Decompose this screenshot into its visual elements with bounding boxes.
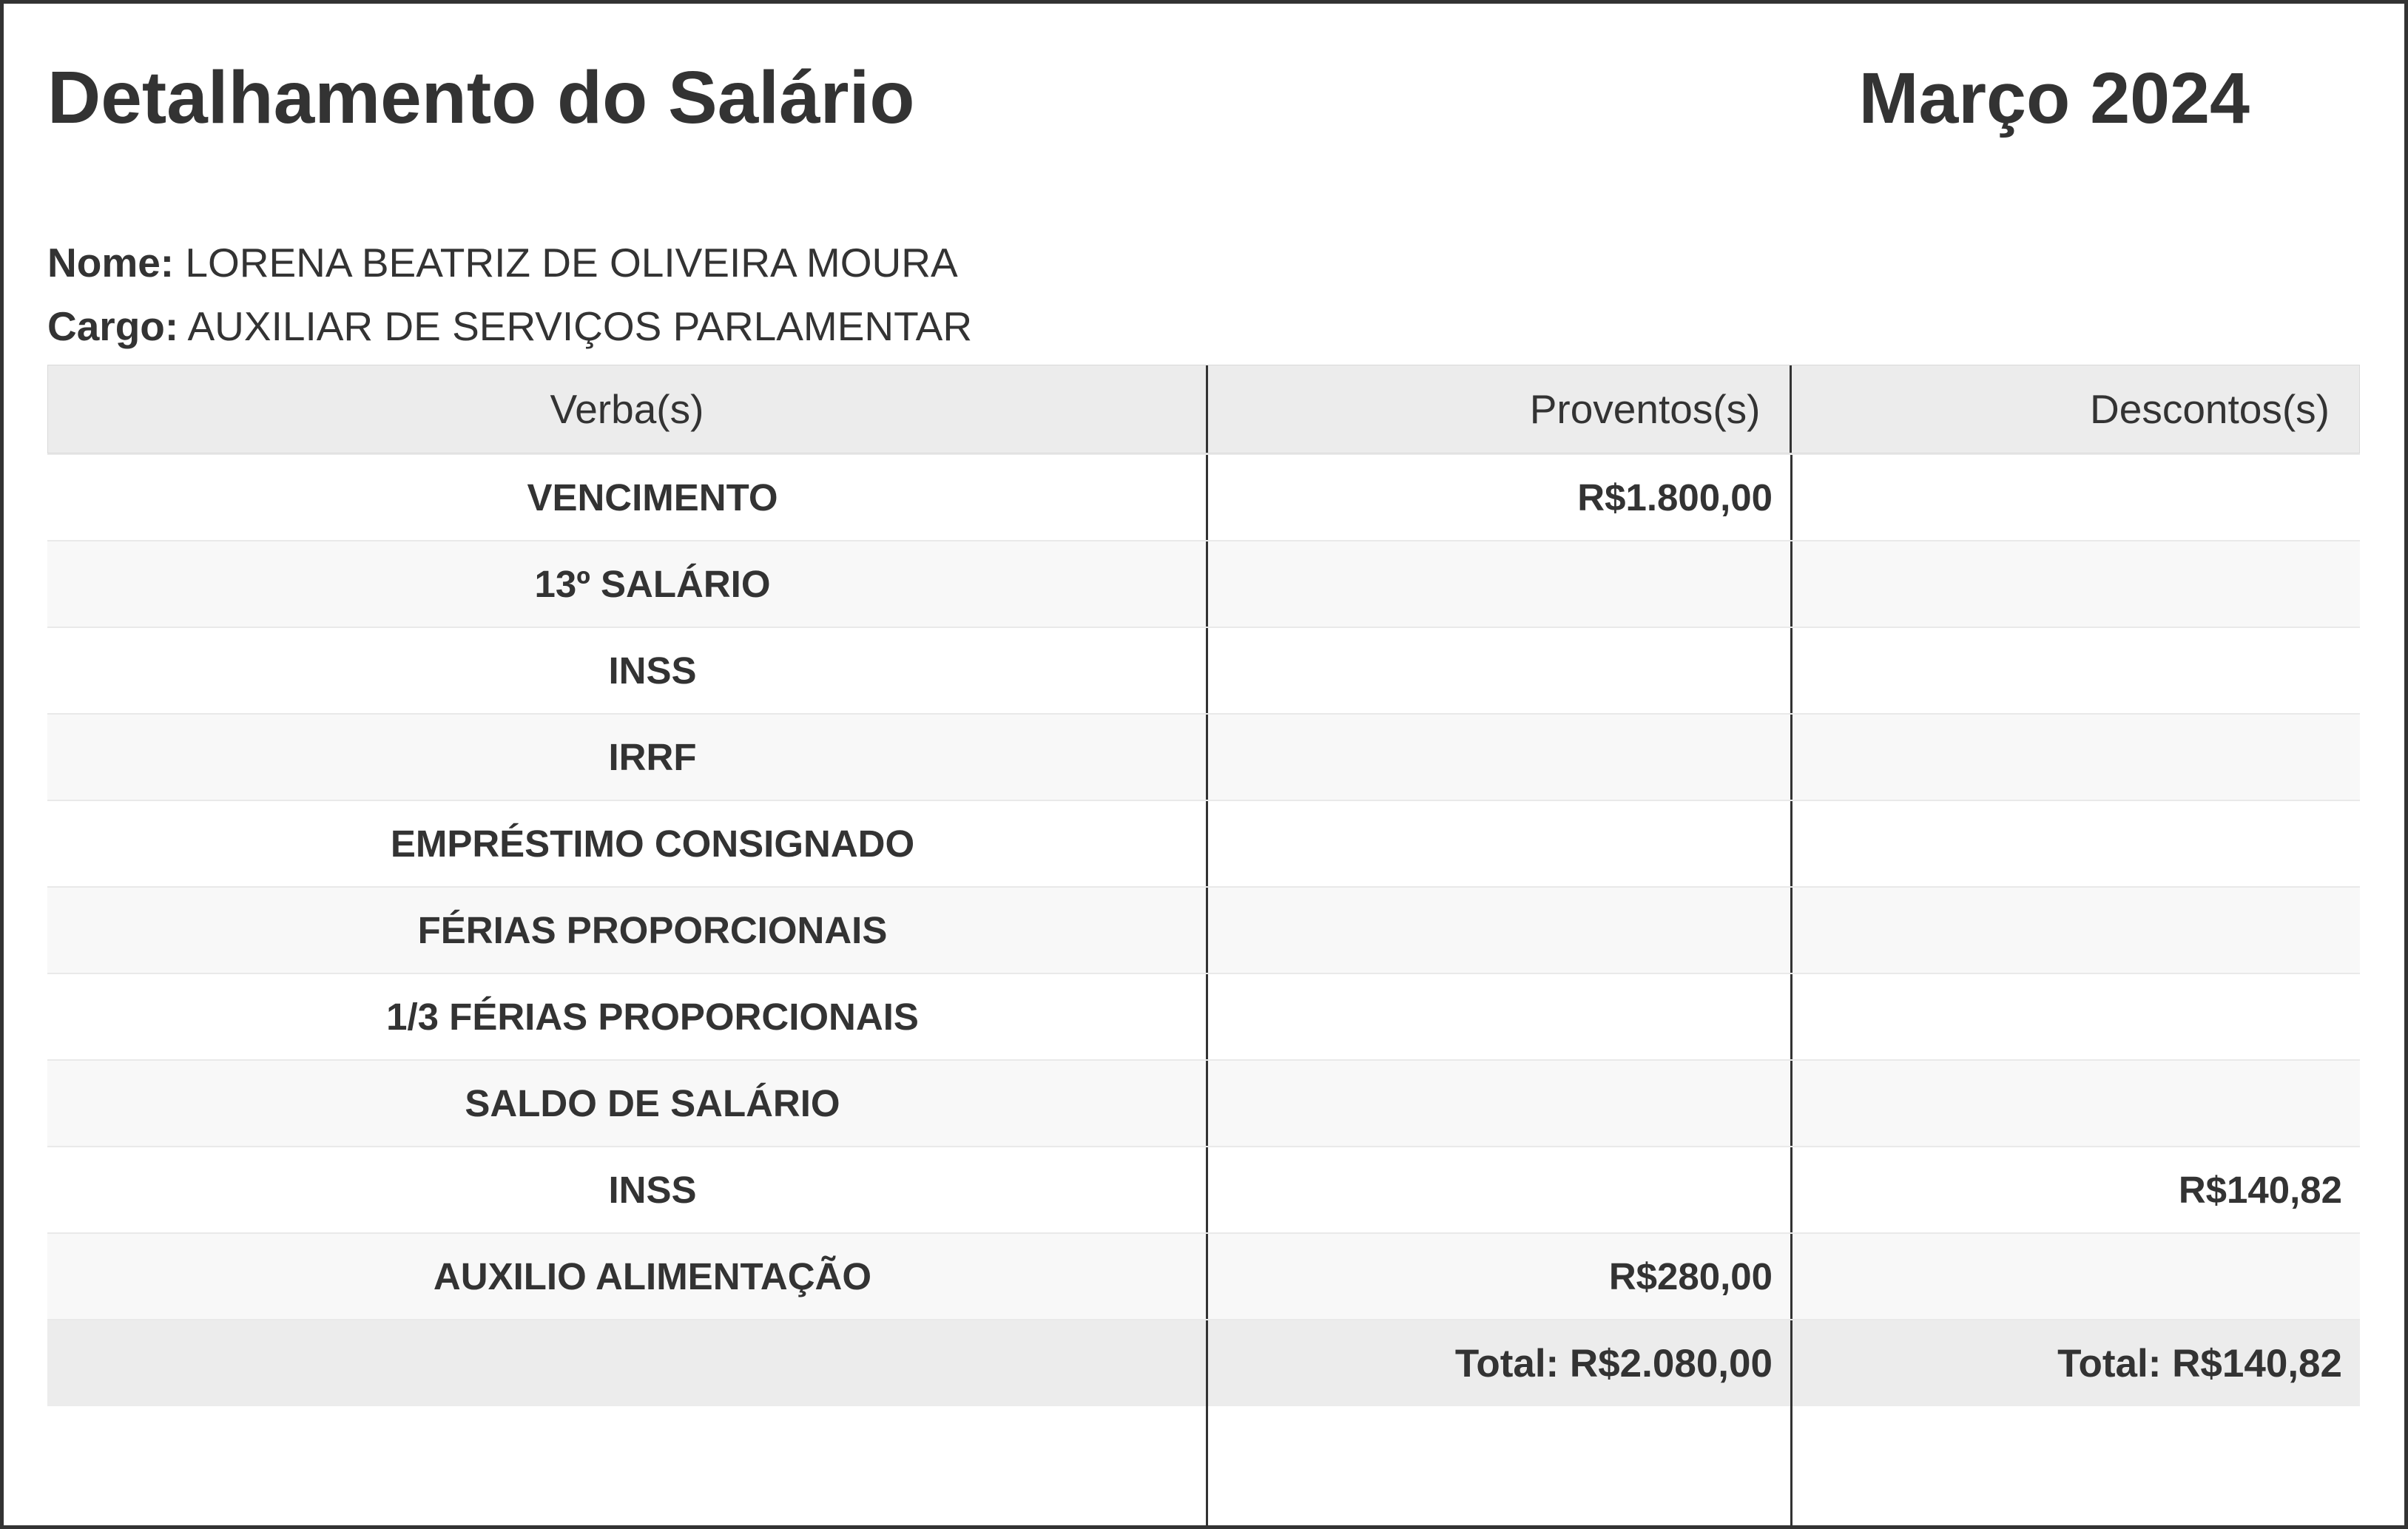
proventos-cell bbox=[1206, 1147, 1790, 1232]
descontos-cell bbox=[1790, 455, 2360, 540]
total-proventos: Total: R$2.080,00 bbox=[1206, 1320, 1790, 1406]
salary-table bbox=[47, 365, 2360, 1525]
descontos-cell: R$140,82 bbox=[1790, 1147, 2360, 1232]
total-descontos: Total: R$140,82 bbox=[1790, 1320, 2360, 1406]
verba-cell: FÉRIAS PROPORCIONAIS bbox=[417, 909, 888, 951]
descontos-cell bbox=[1790, 888, 2360, 973]
table-row bbox=[47, 973, 2360, 1059]
column-header-descontos: Descontos(s) bbox=[1790, 365, 2359, 453]
employee-role-line bbox=[47, 294, 2361, 358]
name-label: Nome: bbox=[47, 240, 175, 286]
verba-cell: VENCIMENTO bbox=[527, 476, 778, 519]
table-footer-spacer bbox=[47, 1406, 2360, 1525]
table-row bbox=[47, 713, 2360, 800]
period-label: Março 2024 bbox=[1858, 58, 2250, 138]
table-row bbox=[47, 800, 2360, 886]
table-row bbox=[47, 540, 2360, 627]
proventos-cell bbox=[1206, 628, 1790, 713]
role-label: Cargo: bbox=[47, 303, 179, 349]
descontos-cell bbox=[1790, 541, 2360, 627]
page-header bbox=[47, 55, 2361, 141]
descontos-cell bbox=[1790, 801, 2360, 886]
table-row bbox=[47, 627, 2360, 713]
descontos-cell bbox=[1790, 974, 2360, 1059]
page-title: Detalhamento do Salário bbox=[47, 56, 915, 139]
employee-info bbox=[47, 231, 2361, 358]
proventos-cell: R$280,00 bbox=[1206, 1234, 1790, 1319]
verba-cell: SALDO DE SALÁRIO bbox=[465, 1082, 840, 1124]
proventos-cell: R$1.800,00 bbox=[1206, 455, 1790, 540]
proventos-cell bbox=[1206, 888, 1790, 973]
descontos-cell bbox=[1790, 1061, 2360, 1146]
descontos-cell bbox=[1790, 1234, 2360, 1319]
totals-verba-cell bbox=[47, 1320, 1206, 1406]
proventos-cell bbox=[1206, 715, 1790, 800]
proventos-cell bbox=[1206, 974, 1790, 1059]
verba-cell: INSS bbox=[608, 649, 697, 692]
table-row bbox=[47, 1059, 2360, 1146]
table-row bbox=[47, 1146, 2360, 1232]
verba-cell: AUXILIO ALIMENTAÇÃO bbox=[433, 1255, 872, 1297]
proventos-cell bbox=[1206, 801, 1790, 886]
table-row bbox=[47, 453, 2360, 540]
verba-cell: 1/3 FÉRIAS PROPORCIONAIS bbox=[386, 996, 919, 1038]
verba-cell: INSS bbox=[608, 1169, 697, 1211]
descontos-cell bbox=[1790, 628, 2360, 713]
employee-role: AUXILIAR DE SERVIÇOS PARLAMENTAR bbox=[187, 303, 973, 349]
table-header-row bbox=[47, 365, 2360, 453]
table-row bbox=[47, 886, 2360, 973]
column-header-verba: Verba(s) bbox=[550, 386, 704, 432]
column-header-proventos: Proventos(s) bbox=[1206, 365, 1790, 453]
proventos-cell bbox=[1206, 541, 1790, 627]
descontos-cell bbox=[1790, 715, 2360, 800]
table-row bbox=[47, 1232, 2360, 1319]
totals-row bbox=[47, 1319, 2360, 1406]
employee-name: LORENA BEATRIZ DE OLIVEIRA MOURA bbox=[185, 240, 958, 286]
verba-cell: EMPRÉSTIMO CONSIGNADO bbox=[390, 823, 915, 865]
verba-cell: 13º SALÁRIO bbox=[534, 563, 771, 605]
employee-name-line bbox=[47, 231, 2361, 294]
verba-cell: IRRF bbox=[608, 736, 697, 778]
proventos-cell bbox=[1206, 1061, 1790, 1146]
